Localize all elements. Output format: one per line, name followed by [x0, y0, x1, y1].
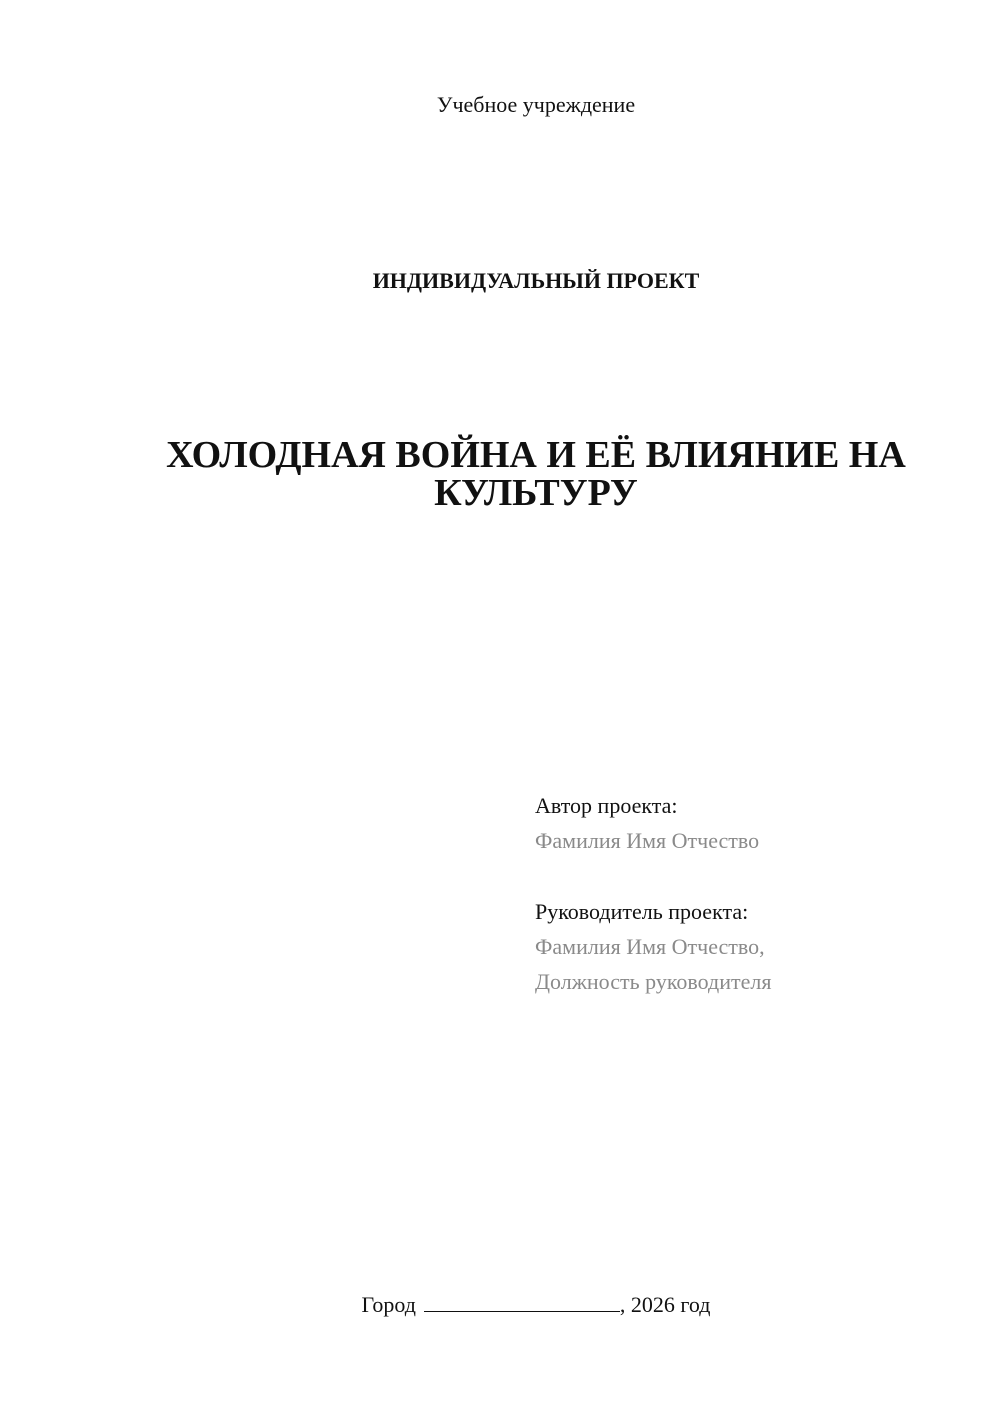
- supervisor-position-placeholder: Должность руководителя: [535, 969, 772, 994]
- project-title: [150, 436, 922, 512]
- supervisor-label: Руководитель проекта:: [535, 899, 749, 924]
- supervisor-block: [535, 894, 975, 999]
- author-name-placeholder: Фамилия Имя Отчество: [535, 828, 760, 853]
- supervisor-name-placeholder: Фамилия Имя Отчество,: [535, 934, 765, 959]
- document-type: ИНДИВИДУАЛЬНЫЙ ПРОЕКТ: [372, 268, 700, 293]
- city-label: Город: [361, 1292, 416, 1317]
- author-label: Автор проекта:: [535, 793, 678, 818]
- city-blank-line: [424, 1293, 620, 1312]
- city-year-line: [0, 1292, 1000, 1318]
- author-block: [535, 788, 975, 858]
- institution-name: Учебное учреждение: [436, 92, 636, 117]
- project-title-line-2: КУЛЬТУРУ: [434, 472, 638, 514]
- year-text: , 2026 год: [619, 1292, 711, 1317]
- project-title-line-1: ХОЛОДНАЯ ВОЙНА И ЕЁ ВЛИЯНИЕ НА: [166, 434, 906, 476]
